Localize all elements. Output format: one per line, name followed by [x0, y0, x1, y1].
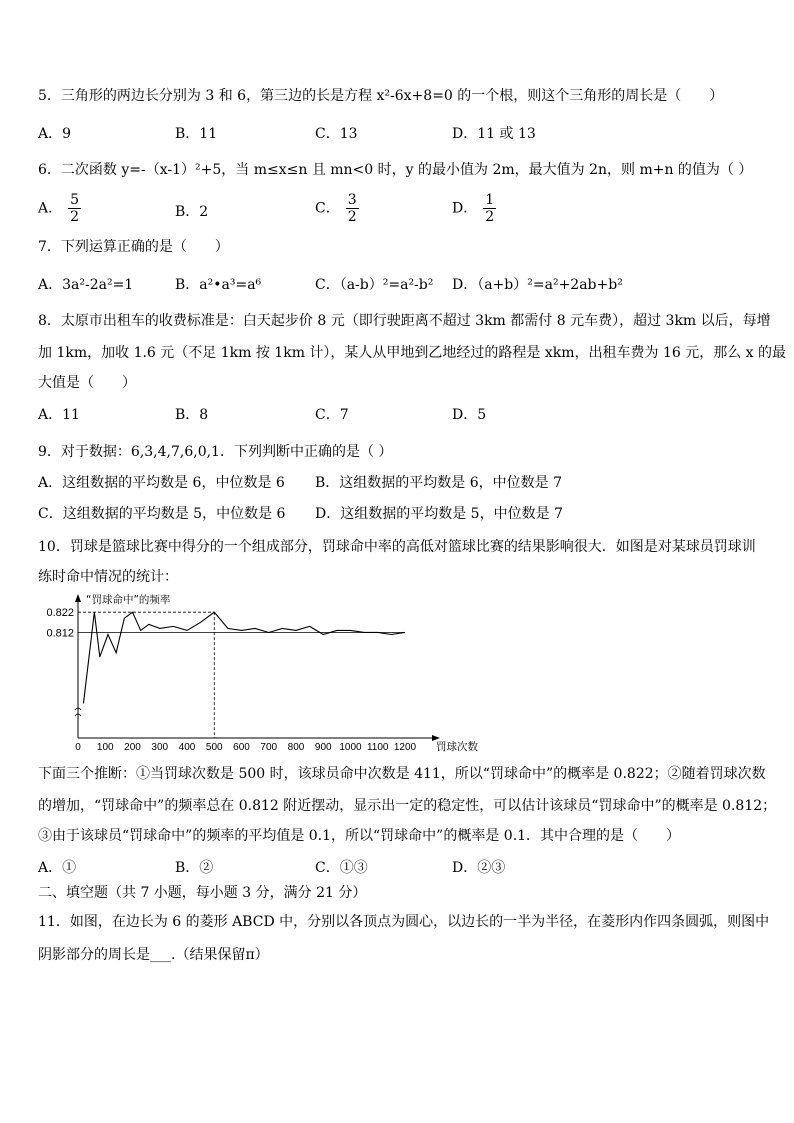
x-tick-label: 1200	[393, 742, 417, 753]
frequency-chart	[38, 590, 508, 760]
frequency-line	[83, 612, 405, 703]
q5-option-a[interactable]: A．9	[38, 126, 72, 142]
x-tick-label: 1100	[366, 742, 389, 753]
q9-option-c[interactable]: C．这组数据的平均数是 5，中位数是 6	[38, 506, 286, 522]
y-tick-label: 0.822	[46, 607, 74, 620]
q9-option-a[interactable]: A．这组数据的平均数是 6，中位数是 6	[38, 475, 285, 491]
q10-line-2: 练时命中情况的统计：	[38, 569, 178, 585]
q11-line-2: 阴影部分的周长是___.（结果保留π）	[38, 947, 269, 963]
q7-option-d[interactable]: D．（a+b）²=a²+2ab+b²	[452, 277, 623, 293]
q11-line-1: 11．如图，在边长为 6 的菱形 ABCD 中，分别以各顶点为圆心，以边长的一半为半径，在菱形内作四条圆弧，则图中	[38, 914, 770, 930]
y-axis-arrow	[75, 594, 81, 602]
q6-option-c-label: C．	[315, 200, 340, 217]
fraction: $\frac{1}{2}$	[485, 192, 495, 225]
q8-option-a[interactable]: A．11	[38, 407, 80, 423]
q10-after-2: 的增加，“罚球命中”的频率总在 0.812 附近摆动，显示出一定的稳定性，可以估计该球员“罚球命中”的概率是 0.812；	[38, 798, 777, 814]
q8-line-2: 加 1km，加收 1.6 元（不足 1km 按 1km 计），某人从甲地到乙地经过的路程是 xkm，出租车费为 16 元，那么 x 的最	[38, 345, 787, 361]
q5-stem: 5．三角形的两边长分别为 3 和 6，第三边的长是方程 x²-6x+8=0 的一个根，则这个三角形的周长是（ ）	[38, 88, 724, 104]
chart-labels	[46, 593, 478, 753]
chart-series	[83, 612, 405, 703]
x-tick-label: 0	[75, 742, 81, 753]
fraction: $\frac{3}{2}$	[347, 192, 357, 225]
q8-option-c[interactable]: C．7	[315, 407, 349, 423]
q7-stem: 7．下列运算正确的是（ ）	[38, 239, 229, 255]
section-title: 二、填空题（共 7 小题，每小题 3 分，满分 21 分）	[38, 885, 367, 901]
q9-option-d[interactable]: D．这组数据的平均数是 5，中位数是 7	[315, 506, 563, 522]
q8-line-3: 大值是（ ）	[38, 375, 136, 391]
x-tick-label: 800	[287, 742, 305, 753]
y-tick-label: 0.812	[46, 627, 74, 640]
q6-option-d[interactable]	[452, 192, 496, 225]
x-tick-label: 200	[124, 742, 141, 753]
x-tick-label: 600	[233, 742, 250, 753]
fraction: $\frac{5}{2}$	[70, 192, 80, 225]
q7-option-a[interactable]: A．3a²-2a²=1	[38, 277, 134, 293]
x-tick-label: 300	[151, 742, 169, 753]
q6-option-d-label: D．	[452, 200, 478, 217]
x-tick-label: 500	[205, 742, 223, 753]
x-axis-label: 罚球次数	[436, 741, 478, 753]
q10-after-1: 下面三个推断：①当罚球次数是 500 时，该球员命中次数是 411，所以“罚球命中”的概率是 0.822；②随着罚球次数	[38, 766, 766, 782]
q10-option-a[interactable]: A．①	[38, 860, 77, 876]
x-tick-label: 1000	[339, 742, 362, 753]
q10-option-b[interactable]: B．②	[175, 860, 214, 876]
q6-stem: 6．二次函数 y=-（x-1）²+5，当 m≤x≤n 且 mn<0 时，y 的最小值为 2m，最大值为 2n，则 m+n 的值为（ ）	[38, 162, 753, 178]
q9-option-b[interactable]: B．这组数据的平均数是 6，中位数是 7	[315, 475, 563, 491]
x-tick-label: 700	[260, 742, 278, 753]
q5-option-d[interactable]: D．11 或 13	[452, 126, 536, 142]
q9-stem: 9．对于数据：6,3,4,7,6,0,1．下列判断中正确的是（ ）	[38, 444, 393, 460]
q7-option-b[interactable]: B．a²•a³=a⁶	[175, 277, 262, 293]
x-tick-label: 400	[178, 742, 196, 753]
q6-option-b[interactable]: B．2	[175, 204, 209, 220]
x-tick-label: 100	[96, 742, 114, 753]
q6-option-a-label: A．	[38, 200, 63, 217]
q6-option-c[interactable]	[315, 192, 359, 225]
q10-option-c[interactable]: C．①③	[315, 860, 368, 876]
q10-option-d[interactable]: D．②③	[452, 860, 506, 876]
q8-option-b[interactable]: B．8	[175, 407, 209, 423]
y-axis-label: “罚球命中”的频率	[86, 594, 171, 606]
q5-option-b[interactable]: B．11	[175, 126, 218, 142]
q8-line-1: 8．太原市出租车的收费标准是：白天起步价 8 元（即行驶距离不超过 3km 都需付 8 元车费），超过 3km 以后，每增	[38, 313, 771, 329]
chart-axes	[75, 594, 440, 741]
q7-option-c[interactable]: C．（a-b）²=a²-b²	[315, 277, 434, 293]
q5-option-c[interactable]: C．13	[315, 126, 358, 142]
q10-line-1: 10．罚球是篮球比赛中得分的一个组成部分，罚球命中率的高低对篮球比赛的结果影响很大．如图是对某球员罚球训	[38, 539, 756, 555]
q6-option-a[interactable]	[38, 192, 81, 225]
q8-option-d[interactable]: D．5	[452, 407, 487, 423]
x-tick-label: 900	[314, 742, 332, 753]
q10-after-3: ③由于该球员“罚球命中”的频率的平均值是 0.1，所以“罚球命中”的概率是 0.1．其中合理的是（ ）	[38, 828, 681, 844]
